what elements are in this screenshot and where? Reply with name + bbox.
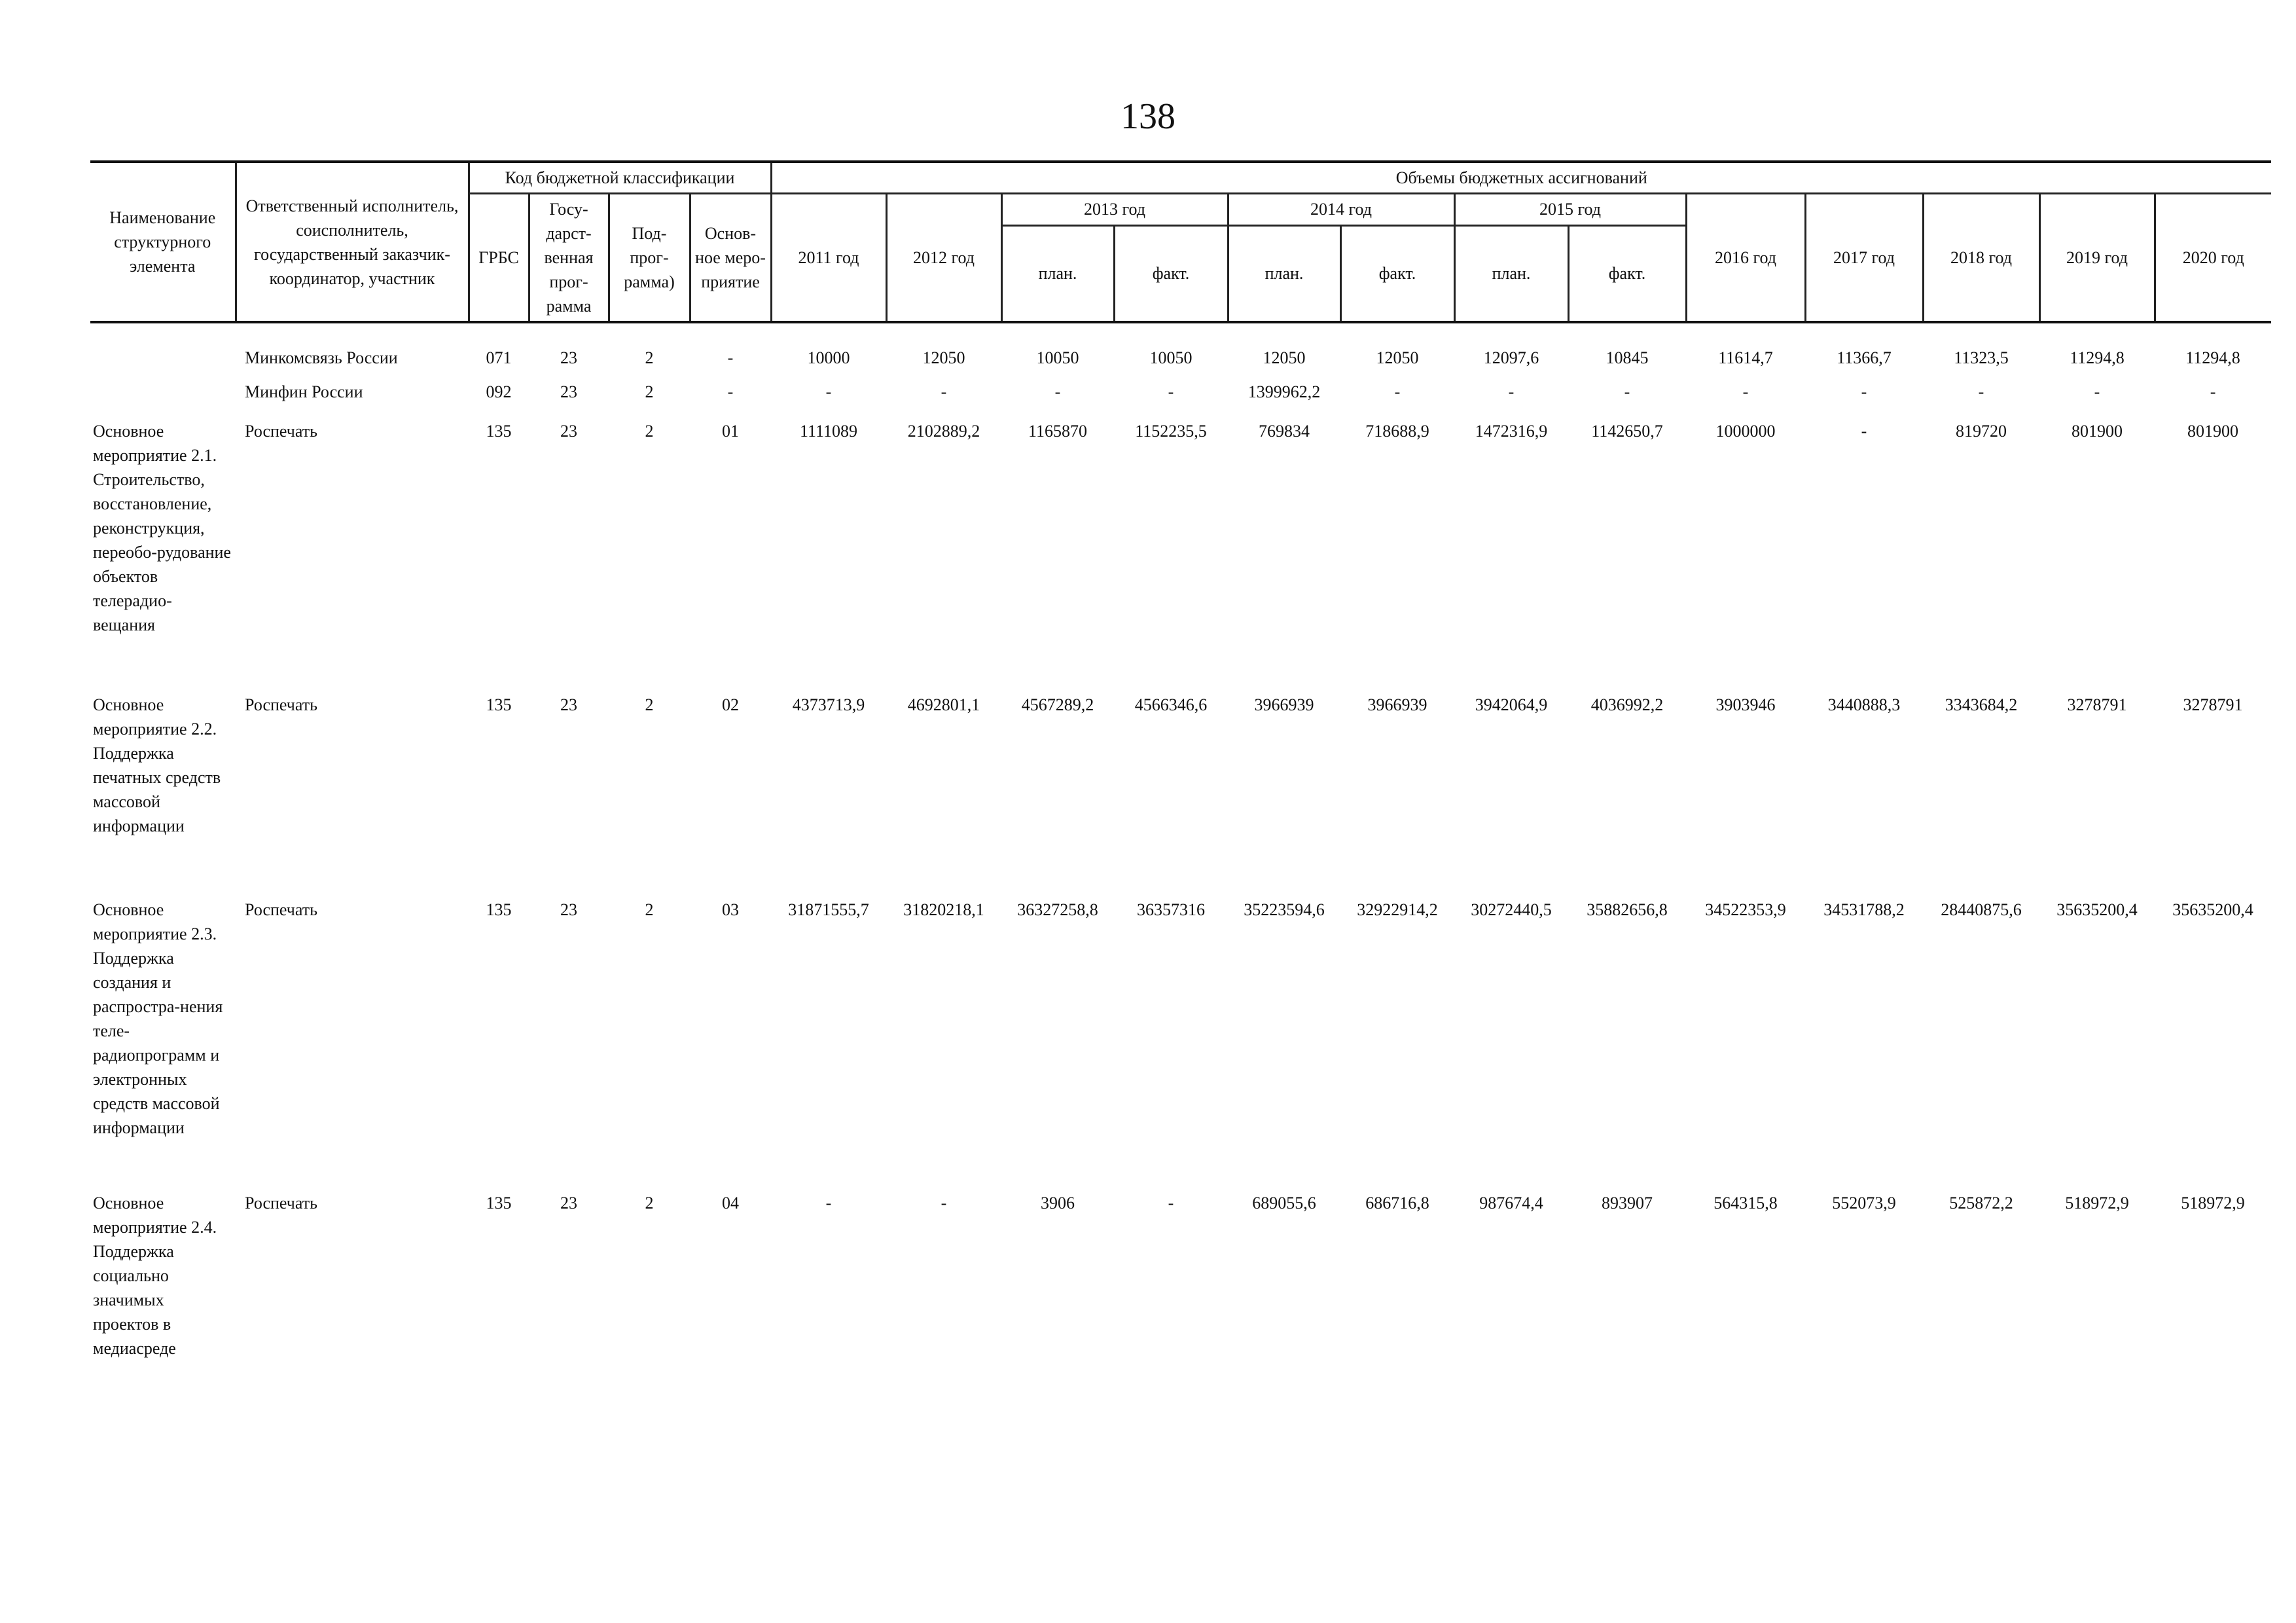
row-value-cell: 4566346,6 (1134, 695, 1208, 714)
row-value-cell: 36357316 (1137, 900, 1205, 919)
row-name-cell (90, 380, 236, 414)
row-value-cell: 3903946 (1715, 695, 1776, 714)
row-sub-program-cell: 2 (645, 900, 654, 919)
table-row (90, 892, 2271, 1186)
row-value-cell: 31820218,1 (903, 900, 984, 919)
row-value-cell: 1165870 (1028, 422, 1088, 441)
row-gos-program-cell: 23 (560, 695, 577, 714)
row-value-cell: 30272440,5 (1471, 900, 1552, 919)
header-main-event: Основ-ное меро-приятие (690, 194, 771, 323)
row-sub-program-cell: 2 (645, 1194, 654, 1213)
row-value-cell: - (1168, 1194, 1174, 1213)
header-2015-fact: факт. (1568, 225, 1686, 322)
row-grbs-cell: 092 (486, 382, 512, 401)
table-header (90, 162, 2271, 322)
row-gos-program-cell: 23 (560, 1194, 577, 1213)
row-gos-program-cell: 23 (560, 900, 577, 919)
row-value-cell: 35223594,6 (1244, 900, 1325, 919)
row-value-cell: 893907 (1602, 1194, 1653, 1213)
row-value-cell: - (941, 382, 947, 401)
header-2016: 2016 год (1686, 194, 1805, 323)
row-value-cell: 987674,4 (1479, 1194, 1543, 1213)
row-value-cell: 28440875,6 (1941, 900, 2022, 919)
row-value-cell: - (1742, 382, 1749, 401)
row-value-cell: 4692801,1 (907, 695, 980, 714)
row-value-cell: 10845 (1605, 348, 1649, 367)
row-value-cell: 518972,9 (2065, 1194, 2129, 1213)
row-value-cell: - (1054, 382, 1061, 401)
header-2012: 2012 год (886, 194, 1001, 323)
row-value-cell: 11614,7 (1718, 348, 1773, 367)
header-2014: 2014 год (1228, 194, 1454, 226)
row-value-cell: 10050 (1036, 348, 1079, 367)
row-value-cell: 3278791 (2183, 695, 2243, 714)
row-name-cell: Основное мероприятие 2.3. Поддержка создания и распростра-нения теле-радиопрограмм и электронных средств массовой информации (93, 900, 223, 1137)
row-value-cell: - (2210, 382, 2216, 401)
row-value-cell: 801900 (2187, 422, 2239, 441)
row-value-cell: 12050 (1263, 348, 1306, 367)
row-value-cell: - (1624, 382, 1630, 401)
header-2015-plan: план. (1454, 225, 1568, 322)
row-value-cell: - (825, 382, 832, 401)
header-2019: 2019 год (2039, 194, 2155, 323)
row-value-cell: - (1394, 382, 1401, 401)
header-2013-fact: факт. (1114, 225, 1228, 322)
row-main-event-cell: 03 (722, 900, 739, 919)
row-gos-program-cell: 23 (560, 422, 577, 441)
row-grbs-cell: 135 (486, 900, 512, 919)
row-value-cell: 3966939 (1254, 695, 1314, 714)
row-value-cell: 10000 (807, 348, 850, 367)
row-sub-program-cell: 2 (645, 348, 654, 367)
row-main-event-cell: - (727, 382, 734, 401)
row-executor-cell: Роспечать (245, 422, 317, 441)
header-sub-program: Под-прог-рамма) (609, 194, 690, 323)
row-value-cell: 686716,8 (1365, 1194, 1429, 1213)
row-value-cell: 3942064,9 (1475, 695, 1548, 714)
row-value-cell: 12097,6 (1483, 348, 1539, 367)
row-value-cell: 31871555,7 (788, 900, 869, 919)
row-value-cell: - (825, 1194, 832, 1213)
row-value-cell: 36327258,8 (1017, 900, 1098, 919)
row-value-cell: 518972,9 (2181, 1194, 2245, 1213)
header-executor: Ответственный исполнитель, соисполнитель, государственный заказчик-координатор, участник (236, 162, 469, 322)
row-value-cell: 11323,5 (1954, 348, 2009, 367)
row-value-cell: 4373713,9 (792, 695, 865, 714)
row-value-cell: 552073,9 (1832, 1194, 1896, 1213)
row-value-cell: 564315,8 (1713, 1194, 1778, 1213)
header-2013: 2013 год (1001, 194, 1228, 226)
row-executor-cell: Минфин России (245, 382, 363, 401)
row-value-cell: - (1508, 382, 1515, 401)
row-value-cell: 3343684,2 (1945, 695, 2018, 714)
row-value-cell: 819720 (1956, 422, 2007, 441)
table-row (90, 687, 2271, 892)
table-row (90, 346, 2271, 380)
row-main-event-cell: 04 (722, 1194, 739, 1213)
row-gos-program-cell: 23 (560, 382, 577, 401)
row-gos-program-cell: 23 (560, 348, 577, 367)
row-name-cell: Основное мероприятие 2.4. Поддержка социально значимых проектов в медиасреде (93, 1194, 217, 1358)
row-value-cell: 4567289,2 (1021, 695, 1094, 714)
row-value-cell: 3278791 (2067, 695, 2127, 714)
row-value-cell: - (1861, 382, 1867, 401)
row-value-cell: 718688,9 (1365, 422, 1429, 441)
row-executor-cell: Роспечать (245, 1194, 317, 1213)
row-value-cell: - (941, 1194, 947, 1213)
row-grbs-cell: 071 (486, 348, 512, 367)
row-executor-cell: Роспечать (245, 695, 317, 714)
row-executor-cell: Роспечать (245, 900, 317, 919)
table-row (90, 414, 2271, 687)
row-value-cell: 34522353,9 (1705, 900, 1786, 919)
row-value-cell: 689055,6 (1252, 1194, 1316, 1213)
row-main-event-cell: 02 (722, 695, 739, 714)
header-2017: 2017 год (1805, 194, 1923, 323)
row-value-cell: - (1168, 382, 1174, 401)
row-sub-program-cell: 2 (645, 422, 654, 441)
row-value-cell: 11366,7 (1837, 348, 1892, 367)
row-value-cell: 1111089 (799, 422, 858, 441)
row-main-event-cell: - (727, 348, 734, 367)
table-row (90, 1186, 2271, 1387)
row-value-cell: 1472316,9 (1475, 422, 1548, 441)
row-name-cell: Основное мероприятие 2.2. Поддержка печатных средств массовой информации (93, 695, 221, 835)
row-value-cell: 1152235,5 (1135, 422, 1207, 441)
header-2011: 2011 год (771, 194, 886, 323)
header-2014-plan: план. (1228, 225, 1340, 322)
row-sub-program-cell: 2 (645, 382, 654, 401)
row-value-cell: 12050 (922, 348, 965, 367)
row-value-cell: 769834 (1259, 422, 1310, 441)
row-value-cell: 3966939 (1367, 695, 1427, 714)
budget-table (90, 160, 2271, 1387)
row-value-cell: 4036992,2 (1590, 695, 1664, 714)
row-value-cell: 525872,2 (1949, 1194, 2013, 1213)
row-value-cell: 12050 (1376, 348, 1419, 367)
row-value-cell: 35635200,4 (2172, 900, 2253, 919)
row-name-cell (90, 346, 236, 380)
row-grbs-cell: 135 (486, 695, 512, 714)
table-body (90, 322, 2271, 1387)
header-2014-fact: факт. (1340, 225, 1454, 322)
row-value-cell: 11294,8 (2070, 348, 2125, 367)
header-2020: 2020 год (2155, 194, 2271, 323)
row-value-cell: 3906 (1041, 1194, 1075, 1213)
row-value-cell: - (1861, 422, 1867, 441)
row-value-cell: 3440888,3 (1827, 695, 1901, 714)
header-volumes: Объемы бюджетных ассигнований (771, 162, 2271, 194)
header-2013-plan: план. (1001, 225, 1114, 322)
header-gos-program: Госу-дарст-венная прог-рамма (529, 194, 609, 323)
row-grbs-cell: 135 (486, 1194, 512, 1213)
header-grbs: ГРБС (469, 194, 529, 323)
table-row (90, 380, 2271, 414)
header-budget-code: Код бюджетной классификации (469, 162, 771, 194)
row-executor-cell: Минкомсвязь России (245, 348, 398, 367)
page-number: 138 (1121, 96, 1175, 137)
row-sub-program-cell: 2 (645, 695, 654, 714)
header-name: Наименование структурного элемента (90, 162, 236, 322)
row-value-cell: - (2094, 382, 2100, 401)
row-value-cell: 1000000 (1715, 422, 1776, 441)
row-value-cell: 2102889,2 (907, 422, 980, 441)
row-value-cell: 35882656,8 (1587, 900, 1668, 919)
row-value-cell: 1142650,7 (1591, 422, 1663, 441)
row-value-cell: 801900 (2072, 422, 2123, 441)
row-value-cell: 34531788,2 (1823, 900, 1905, 919)
row-value-cell: 11294,8 (2185, 348, 2240, 367)
row-grbs-cell: 135 (486, 422, 512, 441)
row-main-event-cell: 01 (722, 422, 739, 441)
header-2015: 2015 год (1454, 194, 1686, 226)
row-name-cell: Основное мероприятие 2.1. Строительство, восстановление, реконструкция, переобо-рудование объектов телерадио-вещания (93, 422, 231, 634)
row-value-cell: 10050 (1149, 348, 1193, 367)
row-value-cell: 32922914,2 (1357, 900, 1438, 919)
row-value-cell: 1399962,2 (1247, 382, 1321, 401)
row-value-cell: 35635200,4 (2056, 900, 2138, 919)
row-value-cell: - (1978, 382, 1984, 401)
header-2018: 2018 год (1923, 194, 2039, 323)
